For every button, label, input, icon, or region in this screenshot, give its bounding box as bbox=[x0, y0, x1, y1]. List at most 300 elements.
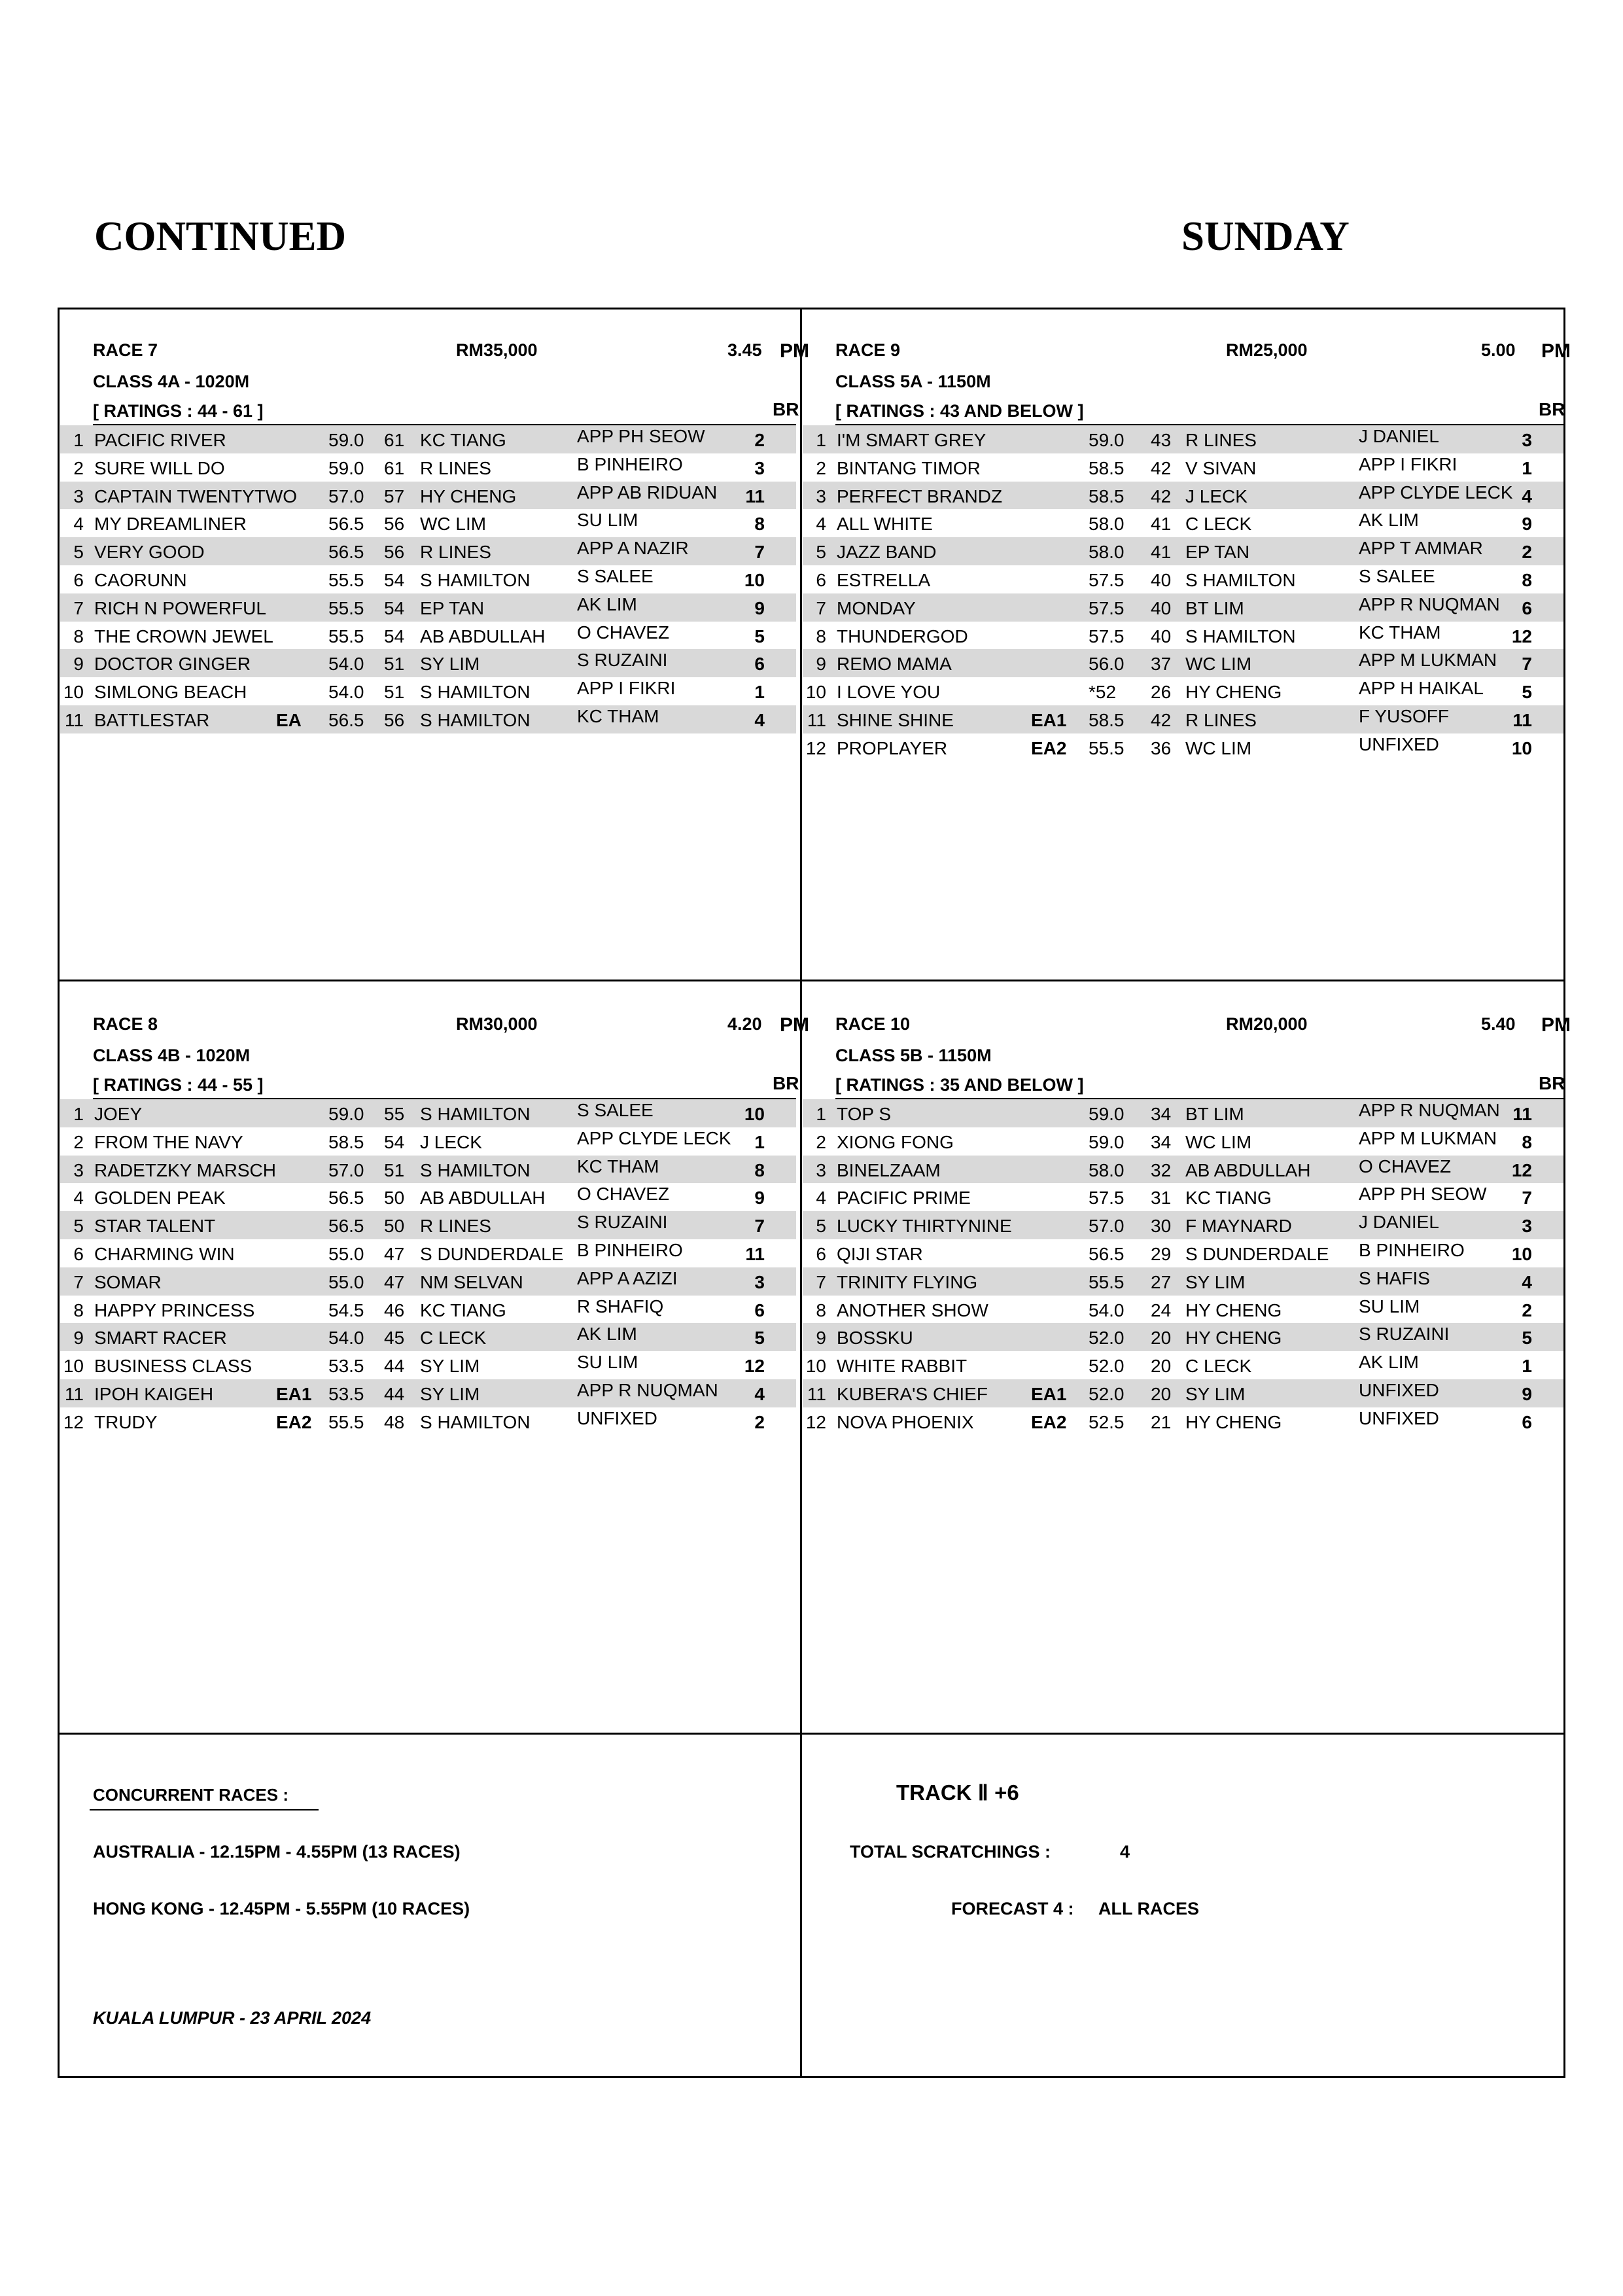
trainer: KC THAM bbox=[577, 1156, 659, 1176]
weight: 54.0 bbox=[1089, 1299, 1125, 1320]
trainer: O CHAVEZ bbox=[577, 1184, 670, 1205]
trainer: AK LIM bbox=[577, 593, 637, 614]
runner-row bbox=[803, 1296, 1563, 1324]
race-time: 5.00 bbox=[1481, 340, 1516, 360]
trainer: S RUZAINI bbox=[577, 650, 668, 671]
runner-number: 3 bbox=[816, 1159, 826, 1180]
race-number: RACE 7 bbox=[93, 340, 158, 360]
barrier: 2 bbox=[754, 430, 765, 450]
barrier: 1 bbox=[754, 682, 765, 703]
runner-number: 6 bbox=[73, 1243, 84, 1264]
rating: 57 bbox=[384, 486, 405, 506]
jockey: EP TAN bbox=[1185, 542, 1250, 563]
race-number: RACE 8 bbox=[93, 1014, 158, 1034]
barrier: 5 bbox=[1522, 1328, 1532, 1349]
jockey: KC TIANG bbox=[420, 1299, 506, 1320]
race-ampm: PM bbox=[1541, 340, 1571, 362]
jockey: J LECK bbox=[420, 1131, 482, 1152]
runner-number: 11 bbox=[807, 709, 826, 730]
jockey: KC TIANG bbox=[1185, 1188, 1272, 1209]
barrier: 7 bbox=[754, 1216, 765, 1237]
rating: 55 bbox=[384, 1104, 405, 1124]
jockey: HY CHENG bbox=[1185, 1299, 1282, 1320]
trainer: AK LIM bbox=[1359, 510, 1419, 531]
concurrent-hongkong: HONG KONG - 12.45PM - 5.55PM (10 RACES) bbox=[93, 1899, 470, 1918]
weight: 56.5 bbox=[328, 1188, 364, 1209]
race-prize: RM30,000 bbox=[456, 1014, 538, 1034]
forecast-value: ALL RACES bbox=[1098, 1899, 1200, 1918]
weight: 54.0 bbox=[328, 1328, 364, 1349]
rating: 61 bbox=[384, 457, 405, 478]
weight: 57.5 bbox=[1089, 597, 1125, 618]
barrier: 3 bbox=[754, 1271, 765, 1292]
weight: 59.0 bbox=[1089, 430, 1125, 450]
runner-row bbox=[60, 1407, 796, 1436]
rating: 41 bbox=[1151, 514, 1172, 535]
runner-number: 6 bbox=[816, 1243, 826, 1264]
barrier: 8 bbox=[754, 1159, 765, 1180]
runner-list bbox=[60, 425, 796, 733]
race-ratings: [ RATINGS : 35 AND BELOW ] bbox=[835, 1075, 1084, 1095]
barrier: 6 bbox=[1522, 1411, 1532, 1432]
trainer: APP I FIKRI bbox=[1359, 453, 1457, 474]
trainer: B PINHEIRO bbox=[1359, 1239, 1465, 1260]
column-divider bbox=[800, 308, 802, 2078]
rating: 40 bbox=[1151, 569, 1172, 590]
emergency-acceptor: EA1 bbox=[1031, 709, 1067, 730]
barrier-header: BR bbox=[773, 1073, 799, 1093]
weight: 59.0 bbox=[328, 457, 364, 478]
barrier-header: BR bbox=[1539, 399, 1565, 419]
rating: 29 bbox=[1151, 1243, 1172, 1264]
trainer: APP A NAZIR bbox=[577, 538, 689, 559]
trainer: UNFIXED bbox=[577, 1407, 657, 1428]
trainer: O CHAVEZ bbox=[577, 622, 670, 643]
jockey: R LINES bbox=[1185, 709, 1257, 730]
jockey: S HAMILTON bbox=[420, 1159, 531, 1180]
horse-name: HAPPY PRINCESS bbox=[94, 1299, 255, 1320]
horse-name: BOSSKU bbox=[837, 1328, 913, 1349]
runner-row bbox=[60, 593, 796, 622]
runner-number: 10 bbox=[805, 1356, 826, 1377]
barrier: 6 bbox=[1522, 597, 1532, 618]
runner-row bbox=[803, 537, 1563, 565]
jockey: F MAYNARD bbox=[1185, 1216, 1292, 1237]
weight: 59.0 bbox=[328, 430, 364, 450]
jockey: R LINES bbox=[420, 457, 491, 478]
barrier: 7 bbox=[754, 542, 765, 563]
weight: 57.0 bbox=[328, 486, 364, 506]
rating: 20 bbox=[1151, 1356, 1172, 1377]
weight: 58.0 bbox=[1089, 514, 1125, 535]
jockey: SY LIM bbox=[1185, 1383, 1246, 1404]
horse-name: JOEY bbox=[94, 1104, 143, 1124]
runner-number: 4 bbox=[816, 1188, 826, 1209]
rating: 51 bbox=[384, 1159, 405, 1180]
race-prize: RM20,000 bbox=[1226, 1014, 1308, 1034]
jockey: WC LIM bbox=[1185, 737, 1252, 758]
horse-name: VERY GOOD bbox=[94, 542, 205, 563]
weight: 56.5 bbox=[1089, 1243, 1125, 1264]
runner-row bbox=[803, 1099, 1563, 1127]
weight: 59.0 bbox=[1089, 1131, 1125, 1152]
race-ampm: PM bbox=[780, 340, 809, 362]
horse-name: PROPLAYER bbox=[837, 737, 948, 758]
barrier: 10 bbox=[744, 569, 765, 590]
horse-name: KUBERA'S CHIEF bbox=[837, 1383, 988, 1404]
horse-name: TRUDY bbox=[94, 1411, 158, 1432]
runner-number: 5 bbox=[73, 1216, 84, 1237]
trainer: SU LIM bbox=[577, 510, 638, 531]
horse-name: XIONG FONG bbox=[837, 1131, 954, 1152]
race-time: 5.40 bbox=[1481, 1014, 1516, 1034]
runner-row bbox=[803, 1211, 1563, 1239]
runner-number: 2 bbox=[816, 1131, 826, 1152]
runner-row bbox=[60, 565, 796, 593]
trainer: R SHAFIQ bbox=[577, 1296, 664, 1316]
horse-name: SOMAR bbox=[94, 1271, 162, 1292]
runner-number: 8 bbox=[816, 1299, 826, 1320]
barrier: 10 bbox=[1511, 1243, 1532, 1264]
total-scratchings-value: 4 bbox=[1120, 1842, 1130, 1862]
barrier: 1 bbox=[1522, 1356, 1532, 1377]
runner-number: 10 bbox=[805, 682, 826, 703]
weight: 55.5 bbox=[1089, 1271, 1125, 1292]
row-divider-lower bbox=[58, 1733, 1565, 1735]
runner-number: 1 bbox=[73, 1104, 84, 1124]
weight: 54.5 bbox=[328, 1299, 364, 1320]
jockey: WC LIM bbox=[1185, 1131, 1252, 1152]
weight: 54.0 bbox=[328, 682, 364, 703]
trainer: APP PH SEOW bbox=[1359, 1184, 1487, 1205]
race-ratings: [ RATINGS : 44 - 55 ] bbox=[93, 1075, 264, 1095]
weight: 56.0 bbox=[1089, 654, 1125, 675]
jockey: R LINES bbox=[1185, 430, 1257, 450]
weight: 55.5 bbox=[328, 1411, 364, 1432]
horse-name: QIJI STAR bbox=[837, 1243, 923, 1264]
barrier: 11 bbox=[745, 1243, 765, 1264]
runner-number: 8 bbox=[73, 1299, 84, 1320]
jockey: NM SELVAN bbox=[420, 1271, 523, 1292]
horse-name: BUSINESS CLASS bbox=[94, 1356, 253, 1377]
runner-row bbox=[803, 1351, 1563, 1379]
runner-number: 10 bbox=[63, 682, 84, 703]
rating: 54 bbox=[384, 597, 405, 618]
rating: 51 bbox=[384, 654, 405, 675]
jockey: S DUNDERDALE bbox=[420, 1243, 564, 1264]
jockey: R LINES bbox=[420, 542, 491, 563]
runner-row bbox=[60, 425, 796, 453]
rating: 41 bbox=[1151, 542, 1172, 563]
jockey: AB ABDULLAH bbox=[420, 1188, 546, 1209]
jockey: SY LIM bbox=[420, 1383, 480, 1404]
runner-number: 6 bbox=[73, 569, 84, 590]
horse-name: CAPTAIN TWENTYTWO bbox=[94, 486, 298, 506]
barrier: 2 bbox=[1522, 542, 1532, 563]
horse-name: BINTANG TIMOR bbox=[837, 457, 981, 478]
jockey: AB ABDULLAH bbox=[1185, 1159, 1311, 1180]
barrier: 2 bbox=[1522, 1299, 1532, 1320]
weight: 58.5 bbox=[328, 1131, 364, 1152]
race-prize: RM25,000 bbox=[1226, 340, 1308, 360]
trainer: APP M LUKMAN bbox=[1359, 1127, 1497, 1148]
forecast-label: FORECAST 4 : bbox=[951, 1899, 1074, 1918]
place-date: KUALA LUMPUR - 23 APRIL 2024 bbox=[93, 2008, 372, 2028]
race-ratings: [ RATINGS : 43 AND BELOW ] bbox=[835, 401, 1084, 421]
horse-name: IPOH KAIGEH bbox=[94, 1383, 214, 1404]
runner-list bbox=[60, 1099, 796, 1436]
runner-row bbox=[803, 425, 1563, 453]
horse-name: PERFECT BRANDZ bbox=[837, 486, 1003, 506]
barrier: 4 bbox=[754, 1383, 765, 1404]
runner-number: 7 bbox=[73, 1271, 84, 1292]
barrier-header: BR bbox=[773, 399, 799, 419]
trainer: APP CLYDE LECK bbox=[577, 1127, 731, 1148]
emergency-acceptor: EA bbox=[276, 709, 302, 730]
horse-name: DOCTOR GINGER bbox=[94, 654, 251, 675]
runner-row bbox=[803, 677, 1563, 705]
horse-name: ANOTHER SHOW bbox=[837, 1299, 988, 1320]
trainer: S HAFIS bbox=[1359, 1267, 1430, 1288]
concurrent-australia: AUSTRALIA - 12.15PM - 4.55PM (13 RACES) bbox=[93, 1842, 461, 1862]
trainer: APP CLYDE LECK bbox=[1359, 482, 1513, 503]
horse-name: SURE WILL DO bbox=[94, 457, 225, 478]
horse-name: GOLDEN PEAK bbox=[94, 1188, 226, 1209]
horse-name: RICH N POWERFUL bbox=[94, 597, 266, 618]
rating: 51 bbox=[384, 682, 405, 703]
horse-name: NOVA PHOENIX bbox=[837, 1411, 974, 1432]
runner-number: 5 bbox=[73, 542, 84, 563]
runner-number: 11 bbox=[64, 709, 84, 730]
jockey: J LECK bbox=[1185, 486, 1248, 506]
runner-row bbox=[803, 649, 1563, 677]
barrier: 3 bbox=[1522, 430, 1532, 450]
rating: 56 bbox=[384, 514, 405, 535]
runner-row bbox=[803, 622, 1563, 650]
trainer: F YUSOFF bbox=[1359, 705, 1449, 726]
barrier: 8 bbox=[1522, 569, 1532, 590]
jockey: HY CHENG bbox=[420, 486, 517, 506]
barrier: 11 bbox=[745, 486, 765, 506]
concurrent-races-underline bbox=[90, 1809, 319, 1810]
runner-list bbox=[803, 425, 1563, 762]
jockey: HY CHENG bbox=[1185, 682, 1282, 703]
rating: 40 bbox=[1151, 626, 1172, 646]
barrier: 12 bbox=[1511, 1159, 1532, 1180]
barrier: 3 bbox=[754, 457, 765, 478]
runner-row bbox=[803, 593, 1563, 622]
rating: 47 bbox=[384, 1243, 405, 1264]
runner-number: 9 bbox=[816, 1328, 826, 1349]
weight: 53.5 bbox=[328, 1356, 364, 1377]
horse-name: RADETZKY MARSCH bbox=[94, 1159, 276, 1180]
weight: 57.0 bbox=[328, 1159, 364, 1180]
horse-name: BATTLESTAR bbox=[94, 709, 210, 730]
runner-row bbox=[60, 1267, 796, 1296]
weight: 55.5 bbox=[328, 626, 364, 646]
horse-name: THE CROWN JEWEL bbox=[94, 626, 273, 646]
horse-name: ALL WHITE bbox=[837, 514, 933, 535]
runner-number: 8 bbox=[73, 626, 84, 646]
horse-name: CHARMING WIN bbox=[94, 1243, 235, 1264]
weight: 58.0 bbox=[1089, 1159, 1125, 1180]
jockey: EP TAN bbox=[420, 597, 485, 618]
trainer: S RUZAINI bbox=[1359, 1324, 1450, 1345]
runner-row bbox=[803, 1183, 1563, 1211]
jockey: HY CHENG bbox=[1185, 1411, 1282, 1432]
rating: 32 bbox=[1151, 1159, 1172, 1180]
horse-name: MONDAY bbox=[837, 597, 916, 618]
runner-number: 1 bbox=[73, 430, 84, 450]
horse-name: THUNDERGOD bbox=[837, 626, 968, 646]
runner-number: 12 bbox=[63, 1411, 84, 1432]
runner-row bbox=[60, 1156, 796, 1184]
jockey: KC TIANG bbox=[420, 430, 506, 450]
emergency-acceptor: EA2 bbox=[1031, 1411, 1067, 1432]
race-prize: RM35,000 bbox=[456, 340, 538, 360]
runner-number: 11 bbox=[807, 1383, 826, 1404]
runner-row bbox=[60, 1183, 796, 1211]
barrier: 8 bbox=[754, 514, 765, 535]
runner-number: 3 bbox=[816, 486, 826, 506]
horse-name: REMO MAMA bbox=[837, 654, 952, 675]
runner-row bbox=[60, 1296, 796, 1324]
runner-row bbox=[60, 1351, 796, 1379]
trainer: J DANIEL bbox=[1359, 1212, 1439, 1233]
trainer: S SALEE bbox=[577, 1100, 654, 1120]
concurrent-races-label: CONCURRENT RACES : bbox=[93, 1785, 288, 1805]
jockey: C LECK bbox=[1185, 514, 1252, 535]
weight: 56.5 bbox=[328, 514, 364, 535]
runner-number: 9 bbox=[816, 654, 826, 675]
runner-row bbox=[60, 622, 796, 650]
trainer: SU LIM bbox=[1359, 1296, 1420, 1316]
race-ampm: PM bbox=[1541, 1014, 1571, 1036]
weight: 52.0 bbox=[1089, 1328, 1125, 1349]
trainer: O CHAVEZ bbox=[1359, 1156, 1452, 1176]
weight: 57.5 bbox=[1089, 626, 1125, 646]
rating: 50 bbox=[384, 1188, 405, 1209]
rating: 54 bbox=[384, 1131, 405, 1152]
rating: 44 bbox=[384, 1356, 405, 1377]
runner-number: 2 bbox=[73, 457, 84, 478]
horse-name: I'M SMART GREY bbox=[837, 430, 986, 450]
weight: 57.5 bbox=[1089, 569, 1125, 590]
runner-row bbox=[803, 509, 1563, 537]
trainer: APP AB RIDUAN bbox=[577, 482, 718, 503]
jockey: BT LIM bbox=[1185, 1104, 1244, 1124]
barrier: 5 bbox=[754, 1328, 765, 1349]
page-heading-day: SUNDAY bbox=[1181, 213, 1350, 259]
runner-number: 7 bbox=[73, 597, 84, 618]
barrier-header: BR bbox=[1539, 1073, 1565, 1093]
jockey: AB ABDULLAH bbox=[420, 626, 546, 646]
horse-name: ESTRELLA bbox=[837, 569, 931, 590]
emergency-acceptor: EA2 bbox=[276, 1411, 312, 1432]
jockey: S HAMILTON bbox=[1185, 569, 1296, 590]
barrier: 7 bbox=[1522, 1188, 1532, 1209]
jockey: C LECK bbox=[1185, 1356, 1252, 1377]
runner-number: 3 bbox=[73, 1159, 84, 1180]
runner-number: 12 bbox=[805, 1411, 826, 1432]
trainer: S SALEE bbox=[1359, 565, 1435, 586]
barrier: 1 bbox=[1522, 457, 1532, 478]
rating: 42 bbox=[1151, 486, 1172, 506]
rating: 44 bbox=[384, 1383, 405, 1404]
runner-number: 1 bbox=[816, 430, 826, 450]
runner-number: 2 bbox=[816, 457, 826, 478]
horse-name: FROM THE NAVY bbox=[94, 1131, 243, 1152]
horse-name: I LOVE YOU bbox=[837, 682, 941, 703]
rating: 20 bbox=[1151, 1328, 1172, 1349]
runner-row bbox=[803, 1379, 1563, 1407]
runner-row bbox=[803, 482, 1563, 510]
barrier: 4 bbox=[754, 709, 765, 730]
emergency-acceptor: EA2 bbox=[1031, 737, 1067, 758]
weight: 55.0 bbox=[328, 1243, 364, 1264]
weight: 56.5 bbox=[328, 542, 364, 563]
runner-row bbox=[60, 705, 796, 733]
horse-name: SIMLONG BEACH bbox=[94, 682, 247, 703]
trainer: S RUZAINI bbox=[577, 1212, 668, 1233]
runner-number: 6 bbox=[816, 569, 826, 590]
trainer: APP R NUQMAN bbox=[577, 1379, 718, 1400]
runner-row bbox=[60, 453, 796, 482]
trainer: UNFIXED bbox=[1359, 733, 1439, 754]
horse-name: SHINE SHINE bbox=[837, 709, 954, 730]
runner-row bbox=[803, 565, 1563, 593]
runner-row bbox=[803, 1407, 1563, 1436]
barrier: 9 bbox=[754, 597, 765, 618]
runner-row bbox=[60, 1323, 796, 1351]
weight: 58.5 bbox=[1089, 457, 1125, 478]
weight: 58.5 bbox=[1089, 486, 1125, 506]
barrier: 9 bbox=[1522, 1383, 1532, 1404]
runner-number: 2 bbox=[73, 1131, 84, 1152]
runner-row bbox=[60, 509, 796, 537]
jockey: BT LIM bbox=[1185, 597, 1244, 618]
race-number: RACE 10 bbox=[835, 1014, 911, 1034]
rating: 34 bbox=[1151, 1104, 1172, 1124]
runner-row bbox=[60, 1099, 796, 1127]
weight: 55.5 bbox=[328, 597, 364, 618]
row-divider-upper bbox=[58, 980, 1565, 981]
trainer: UNFIXED bbox=[1359, 1407, 1439, 1428]
weight: 54.0 bbox=[328, 654, 364, 675]
barrier: 8 bbox=[1522, 1131, 1532, 1152]
race-class: CLASS 5B - 1150M bbox=[835, 1046, 992, 1065]
runner-row bbox=[803, 733, 1563, 762]
jockey: SY LIM bbox=[1185, 1271, 1246, 1292]
rating: 54 bbox=[384, 569, 405, 590]
barrier: 2 bbox=[754, 1411, 765, 1432]
barrier: 12 bbox=[1511, 626, 1532, 646]
barrier: 12 bbox=[744, 1356, 765, 1377]
jockey: S HAMILTON bbox=[420, 569, 531, 590]
runner-row bbox=[60, 1239, 796, 1267]
barrier: 5 bbox=[754, 626, 765, 646]
trainer: APP R NUQMAN bbox=[1359, 1100, 1500, 1120]
weight: 52.0 bbox=[1089, 1356, 1125, 1377]
runner-row bbox=[803, 453, 1563, 482]
weight: 57.5 bbox=[1089, 1188, 1125, 1209]
weight: 59.0 bbox=[1089, 1104, 1125, 1124]
horse-name: TOP S bbox=[837, 1104, 892, 1124]
weight: 55.5 bbox=[328, 569, 364, 590]
weight: 58.0 bbox=[1089, 542, 1125, 563]
horse-name: CAORUNN bbox=[94, 569, 187, 590]
barrier: 11 bbox=[1512, 709, 1532, 730]
